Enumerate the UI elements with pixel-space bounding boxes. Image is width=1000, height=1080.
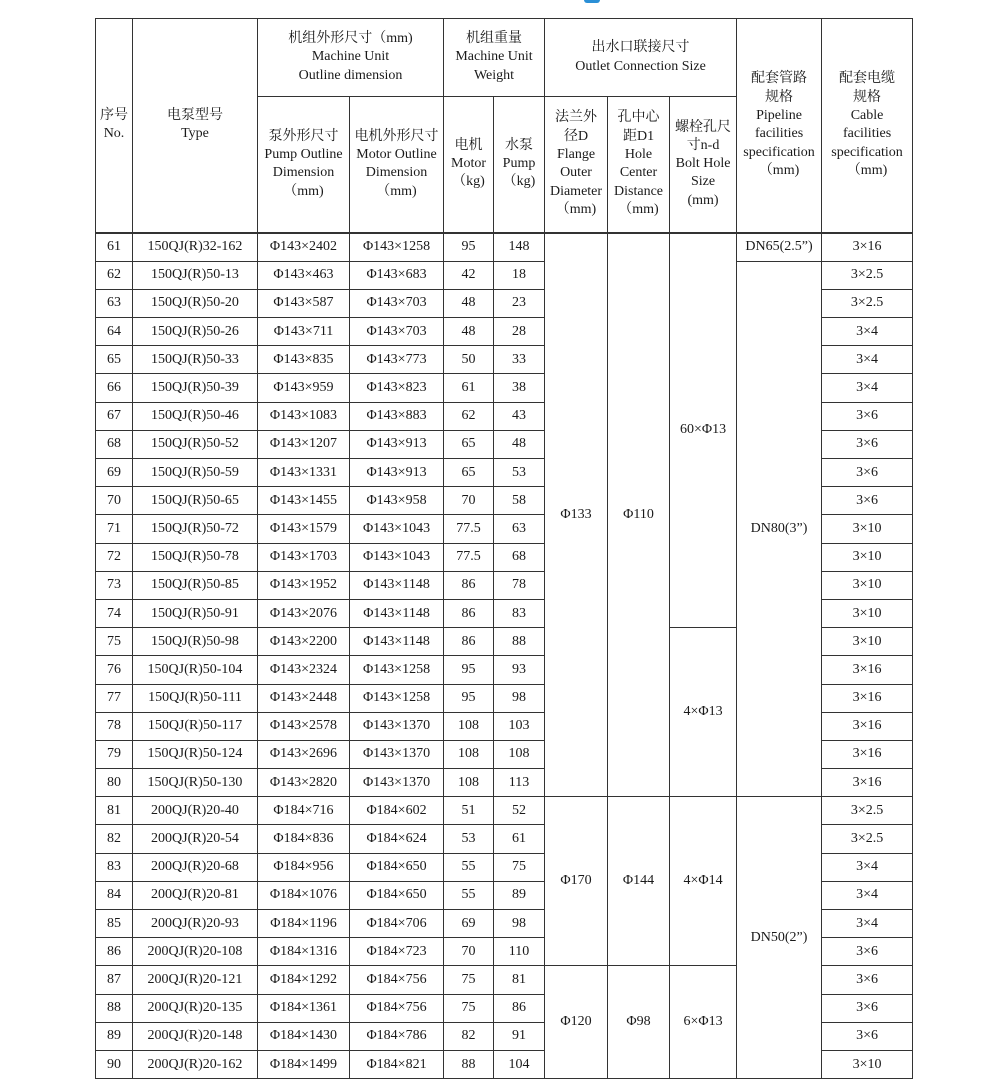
row-motor-weight: 88 <box>444 1050 494 1078</box>
row-motor-dimension: Φ184×821 <box>350 1050 444 1078</box>
row-pump-weight: 23 <box>494 289 545 317</box>
row-type: 200QJ(R)20-81 <box>133 881 258 909</box>
row-cable-spec: 3×6 <box>822 402 913 430</box>
row-pump-weight: 104 <box>494 1050 545 1078</box>
row-pump-dimension: Φ143×2402 <box>258 233 350 262</box>
row-motor-dimension: Φ143×1148 <box>350 571 444 599</box>
row-cable-spec: 3×16 <box>822 233 913 262</box>
row-pump-weight: 103 <box>494 712 545 740</box>
row-motor-dimension: Φ184×756 <box>350 994 444 1022</box>
row-type: 150QJ(R)50-124 <box>133 740 258 768</box>
row-cable-spec: 3×10 <box>822 628 913 656</box>
row-motor-dimension: Φ143×683 <box>350 261 444 289</box>
row-no: 67 <box>96 402 133 430</box>
row-motor-weight: 75 <box>444 994 494 1022</box>
row-no: 82 <box>96 825 133 853</box>
row-cable-spec: 3×4 <box>822 374 913 402</box>
table-header <box>96 19 913 233</box>
row-cable-spec: 3×4 <box>822 910 913 938</box>
row-pump-weight: 108 <box>494 740 545 768</box>
row-pump-weight: 18 <box>494 261 545 289</box>
row-motor-dimension: Φ143×1258 <box>350 656 444 684</box>
header-motor-dimension: 电机外形尺寸 Motor Outline Dimension （mm) <box>350 97 444 233</box>
row-type: 150QJ(R)50-91 <box>133 599 258 627</box>
row-cable-spec: 3×10 <box>822 515 913 543</box>
row-no: 70 <box>96 487 133 515</box>
merged-bolt-cell: 4×Φ13 <box>670 628 737 797</box>
row-pump-dimension: Φ143×2076 <box>258 599 350 627</box>
row-motor-weight: 51 <box>444 797 494 825</box>
row-pump-weight: 98 <box>494 684 545 712</box>
row-type: 150QJ(R)50-26 <box>133 318 258 346</box>
row-type: 150QJ(R)50-46 <box>133 402 258 430</box>
row-motor-weight: 95 <box>444 656 494 684</box>
row-motor-dimension: Φ184×650 <box>350 853 444 881</box>
row-motor-dimension: Φ143×1370 <box>350 769 444 797</box>
row-type: 150QJ(R)50-20 <box>133 289 258 317</box>
merged-flange-cell: Φ133 <box>545 233 608 797</box>
row-motor-dimension: Φ184×624 <box>350 825 444 853</box>
row-cable-spec: 3×16 <box>822 769 913 797</box>
row-cable-spec: 3×2.5 <box>822 261 913 289</box>
row-pump-weight: 48 <box>494 430 545 458</box>
row-pump-weight: 61 <box>494 825 545 853</box>
row-cable-spec: 3×10 <box>822 1050 913 1078</box>
row-no: 64 <box>96 318 133 346</box>
pump-spec-table <box>95 18 913 1079</box>
row-pump-weight: 53 <box>494 459 545 487</box>
row-motor-dimension: Φ143×773 <box>350 346 444 374</box>
row-pump-dimension: Φ143×587 <box>258 289 350 317</box>
row-motor-weight: 70 <box>444 487 494 515</box>
row-motor-dimension: Φ143×1043 <box>350 515 444 543</box>
row-cable-spec: 3×6 <box>822 994 913 1022</box>
row-pump-dimension: Φ143×959 <box>258 374 350 402</box>
row-type: 150QJ(R)50-111 <box>133 684 258 712</box>
row-motor-dimension: Φ143×883 <box>350 402 444 430</box>
row-type: 150QJ(R)50-104 <box>133 656 258 684</box>
row-cable-spec: 3×6 <box>822 459 913 487</box>
merged-hole-cell: Φ110 <box>608 233 670 797</box>
row-motor-weight: 108 <box>444 712 494 740</box>
row-pump-weight: 58 <box>494 487 545 515</box>
row-pump-weight: 98 <box>494 910 545 938</box>
row-no: 80 <box>96 769 133 797</box>
row-no: 79 <box>96 740 133 768</box>
row-motor-dimension: Φ184×786 <box>350 1022 444 1050</box>
row-no: 84 <box>96 881 133 909</box>
header-pipeline-spec: 配套管路 规格 Pipeline facilities specification （mm) <box>737 19 822 233</box>
row-pump-dimension: Φ143×2200 <box>258 628 350 656</box>
row-cable-spec: 3×2.5 <box>822 289 913 317</box>
row-no: 89 <box>96 1022 133 1050</box>
header-no: 序号 No. <box>96 19 133 233</box>
row-motor-weight: 95 <box>444 233 494 262</box>
row-cable-spec: 3×16 <box>822 656 913 684</box>
row-type: 150QJ(R)50-117 <box>133 712 258 740</box>
row-pump-dimension: Φ184×836 <box>258 825 350 853</box>
row-motor-dimension: Φ143×1148 <box>350 628 444 656</box>
row-type: 150QJ(R)32-162 <box>133 233 258 262</box>
row-type: 150QJ(R)50-72 <box>133 515 258 543</box>
row-pump-dimension: Φ143×1579 <box>258 515 350 543</box>
table-row <box>96 233 913 262</box>
row-pump-weight: 113 <box>494 769 545 797</box>
row-pump-dimension: Φ143×1703 <box>258 543 350 571</box>
row-no: 83 <box>96 853 133 881</box>
row-cable-spec: 3×2.5 <box>822 825 913 853</box>
row-no: 81 <box>96 797 133 825</box>
row-pump-dimension: Φ184×716 <box>258 797 350 825</box>
row-motor-dimension: Φ184×723 <box>350 938 444 966</box>
row-type: 200QJ(R)20-108 <box>133 938 258 966</box>
row-type: 200QJ(R)20-93 <box>133 910 258 938</box>
header-outlet-connection: 出水口联接尺寸 Outlet Connection Size <box>545 19 737 97</box>
row-pump-weight: 33 <box>494 346 545 374</box>
row-pump-dimension: Φ143×2578 <box>258 712 350 740</box>
row-motor-dimension: Φ143×1043 <box>350 543 444 571</box>
row-no: 77 <box>96 684 133 712</box>
row-pump-dimension: Φ143×1083 <box>258 402 350 430</box>
row-motor-weight: 53 <box>444 825 494 853</box>
row-no: 86 <box>96 938 133 966</box>
row-pump-dimension: Φ143×2820 <box>258 769 350 797</box>
header-type: 电泵型号 Type <box>133 19 258 233</box>
row-no: 69 <box>96 459 133 487</box>
merged-bolt-cell: 60×Φ13 <box>670 233 737 628</box>
row-pump-dimension: Φ143×1952 <box>258 571 350 599</box>
row-cable-spec: 3×2.5 <box>822 797 913 825</box>
row-type: 150QJ(R)50-65 <box>133 487 258 515</box>
row-motor-weight: 82 <box>444 1022 494 1050</box>
row-type: 200QJ(R)20-121 <box>133 966 258 994</box>
row-pump-dimension: Φ184×1316 <box>258 938 350 966</box>
row-motor-weight: 86 <box>444 571 494 599</box>
row-cable-spec: 3×6 <box>822 1022 913 1050</box>
row-no: 61 <box>96 233 133 262</box>
row-pump-weight: 78 <box>494 571 545 599</box>
row-pump-dimension: Φ143×1455 <box>258 487 350 515</box>
row-no: 85 <box>96 910 133 938</box>
header-motor-weight: 电机 Motor （kg) <box>444 97 494 233</box>
row-cable-spec: 3×10 <box>822 599 913 627</box>
merged-hole-cell: Φ98 <box>608 966 670 1079</box>
row-pump-dimension: Φ143×835 <box>258 346 350 374</box>
row-pump-dimension: Φ143×2448 <box>258 684 350 712</box>
merged-pipe-cell: DN50(2”) <box>737 797 822 1079</box>
row-cable-spec: 3×10 <box>822 571 913 599</box>
header-accent-mark <box>584 0 600 3</box>
row-type: 150QJ(R)50-39 <box>133 374 258 402</box>
row-type: 150QJ(R)50-59 <box>133 459 258 487</box>
row-motor-weight: 48 <box>444 289 494 317</box>
row-type: 150QJ(R)50-130 <box>133 769 258 797</box>
row-motor-weight: 42 <box>444 261 494 289</box>
row-cable-spec: 3×6 <box>822 487 913 515</box>
row-pump-weight: 75 <box>494 853 545 881</box>
row-motor-dimension: Φ143×1258 <box>350 684 444 712</box>
merged-bolt-cell: 6×Φ13 <box>670 966 737 1079</box>
row-pump-weight: 148 <box>494 233 545 262</box>
row-pump-dimension: Φ143×2696 <box>258 740 350 768</box>
row-pump-weight: 86 <box>494 994 545 1022</box>
row-motor-dimension: Φ143×703 <box>350 289 444 317</box>
row-pump-dimension: Φ184×1292 <box>258 966 350 994</box>
row-cable-spec: 3×6 <box>822 966 913 994</box>
row-pump-dimension: Φ184×1430 <box>258 1022 350 1050</box>
row-pump-weight: 52 <box>494 797 545 825</box>
row-type: 200QJ(R)20-68 <box>133 853 258 881</box>
row-pump-weight: 68 <box>494 543 545 571</box>
row-pump-weight: 43 <box>494 402 545 430</box>
row-pump-dimension: Φ184×1196 <box>258 910 350 938</box>
row-motor-weight: 62 <box>444 402 494 430</box>
row-type: 200QJ(R)20-40 <box>133 797 258 825</box>
merged-bolt-cell: 4×Φ14 <box>670 797 737 966</box>
row-motor-dimension: Φ184×602 <box>350 797 444 825</box>
row-no: 65 <box>96 346 133 374</box>
row-pump-weight: 110 <box>494 938 545 966</box>
row-cable-spec: 3×4 <box>822 881 913 909</box>
row-motor-weight: 55 <box>444 881 494 909</box>
row-no: 73 <box>96 571 133 599</box>
row-motor-weight: 65 <box>444 459 494 487</box>
row-cable-spec: 3×4 <box>822 853 913 881</box>
row-no: 71 <box>96 515 133 543</box>
header-unit-weight: 机组重量 Machine Unit Weight <box>444 19 545 97</box>
row-pump-weight: 91 <box>494 1022 545 1050</box>
row-pump-dimension: Φ184×1361 <box>258 994 350 1022</box>
row-no: 62 <box>96 261 133 289</box>
row-pump-dimension: Φ143×1207 <box>258 430 350 458</box>
row-type: 150QJ(R)50-85 <box>133 571 258 599</box>
row-no: 78 <box>96 712 133 740</box>
row-motor-dimension: Φ143×703 <box>350 318 444 346</box>
row-cable-spec: 3×4 <box>822 346 913 374</box>
row-type: 150QJ(R)50-78 <box>133 543 258 571</box>
row-type: 200QJ(R)20-148 <box>133 1022 258 1050</box>
row-pump-dimension: Φ184×1499 <box>258 1050 350 1078</box>
row-cable-spec: 3×16 <box>822 684 913 712</box>
row-no: 75 <box>96 628 133 656</box>
row-pump-weight: 93 <box>494 656 545 684</box>
row-motor-weight: 48 <box>444 318 494 346</box>
row-motor-weight: 86 <box>444 599 494 627</box>
row-type: 150QJ(R)50-33 <box>133 346 258 374</box>
row-motor-weight: 77.5 <box>444 515 494 543</box>
header-flange-diameter: 法兰外 径D Flange Outer Diameter （mm) <box>545 97 608 233</box>
row-pump-weight: 89 <box>494 881 545 909</box>
row-motor-weight: 61 <box>444 374 494 402</box>
header-pump-dimension: 泵外形尺寸 Pump Outline Dimension （mm) <box>258 97 350 233</box>
header-hole-center: 孔中心 距D1 Hole Center Distance （mm) <box>608 97 670 233</box>
row-motor-dimension: Φ143×1148 <box>350 599 444 627</box>
row-pump-weight: 81 <box>494 966 545 994</box>
row-motor-weight: 55 <box>444 853 494 881</box>
row-motor-dimension: Φ184×650 <box>350 881 444 909</box>
row-cable-spec: 3×6 <box>822 938 913 966</box>
row-pump-weight: 88 <box>494 628 545 656</box>
row-pump-weight: 83 <box>494 599 545 627</box>
row-motor-dimension: Φ143×1370 <box>350 712 444 740</box>
row-type: 200QJ(R)20-162 <box>133 1050 258 1078</box>
row-motor-weight: 77.5 <box>444 543 494 571</box>
row-motor-weight: 108 <box>444 740 494 768</box>
row-no: 88 <box>96 994 133 1022</box>
row-type: 150QJ(R)50-13 <box>133 261 258 289</box>
row-motor-dimension: Φ143×958 <box>350 487 444 515</box>
row-motor-weight: 70 <box>444 938 494 966</box>
row-motor-weight: 69 <box>444 910 494 938</box>
header-bolt-hole: 螺栓孔尺 寸n-d Bolt Hole Size (mm) <box>670 97 737 233</box>
row-pump-dimension: Φ143×711 <box>258 318 350 346</box>
merged-flange-cell: Φ170 <box>545 797 608 966</box>
row-pump-weight: 63 <box>494 515 545 543</box>
table-body <box>96 233 913 1079</box>
row-motor-weight: 95 <box>444 684 494 712</box>
row-motor-dimension: Φ143×1258 <box>350 233 444 262</box>
merged-pipe-cell: DN80(3”) <box>737 261 822 797</box>
row-motor-weight: 50 <box>444 346 494 374</box>
row-cable-spec: 3×10 <box>822 543 913 571</box>
row-cable-spec: 3×4 <box>822 318 913 346</box>
row-motor-dimension: Φ143×1370 <box>350 740 444 768</box>
row-cable-spec: 3×16 <box>822 712 913 740</box>
row-no: 68 <box>96 430 133 458</box>
row-no: 90 <box>96 1050 133 1078</box>
table-row <box>96 261 913 289</box>
row-no: 72 <box>96 543 133 571</box>
merged-hole-cell: Φ144 <box>608 797 670 966</box>
row-motor-dimension: Φ184×706 <box>350 910 444 938</box>
row-motor-weight: 75 <box>444 966 494 994</box>
row-pump-dimension: Φ143×2324 <box>258 656 350 684</box>
row-pump-dimension: Φ143×463 <box>258 261 350 289</box>
row-motor-dimension: Φ143×823 <box>350 374 444 402</box>
row-cable-spec: 3×16 <box>822 740 913 768</box>
row-no: 74 <box>96 599 133 627</box>
row-type: 200QJ(R)20-54 <box>133 825 258 853</box>
row-pump-weight: 28 <box>494 318 545 346</box>
header-outline-dimension: 机组外形尺寸（mm) Machine Unit Outline dimension <box>258 19 444 97</box>
row-type: 150QJ(R)50-52 <box>133 430 258 458</box>
row-no: 87 <box>96 966 133 994</box>
row-motor-weight: 86 <box>444 628 494 656</box>
row-motor-dimension: Φ184×756 <box>350 966 444 994</box>
row-type: 200QJ(R)20-135 <box>133 994 258 1022</box>
row-motor-dimension: Φ143×913 <box>350 459 444 487</box>
row-type: 150QJ(R)50-98 <box>133 628 258 656</box>
header-pump-weight: 水泵 Pump （kg) <box>494 97 545 233</box>
table-row <box>96 797 913 825</box>
row-motor-dimension: Φ143×913 <box>350 430 444 458</box>
row-pump-dimension: Φ143×1331 <box>258 459 350 487</box>
row-pump-weight: 38 <box>494 374 545 402</box>
row-cable-spec: 3×6 <box>822 430 913 458</box>
merged-pipe-cell: DN65(2.5”) <box>737 233 822 262</box>
row-motor-weight: 65 <box>444 430 494 458</box>
row-no: 63 <box>96 289 133 317</box>
row-pump-dimension: Φ184×1076 <box>258 881 350 909</box>
row-motor-weight: 108 <box>444 769 494 797</box>
row-no: 66 <box>96 374 133 402</box>
row-pump-dimension: Φ184×956 <box>258 853 350 881</box>
row-no: 76 <box>96 656 133 684</box>
header-cable-spec: 配套电缆 规格 Cable facilities specification （mm) <box>822 19 913 233</box>
merged-flange-cell: Φ120 <box>545 966 608 1079</box>
